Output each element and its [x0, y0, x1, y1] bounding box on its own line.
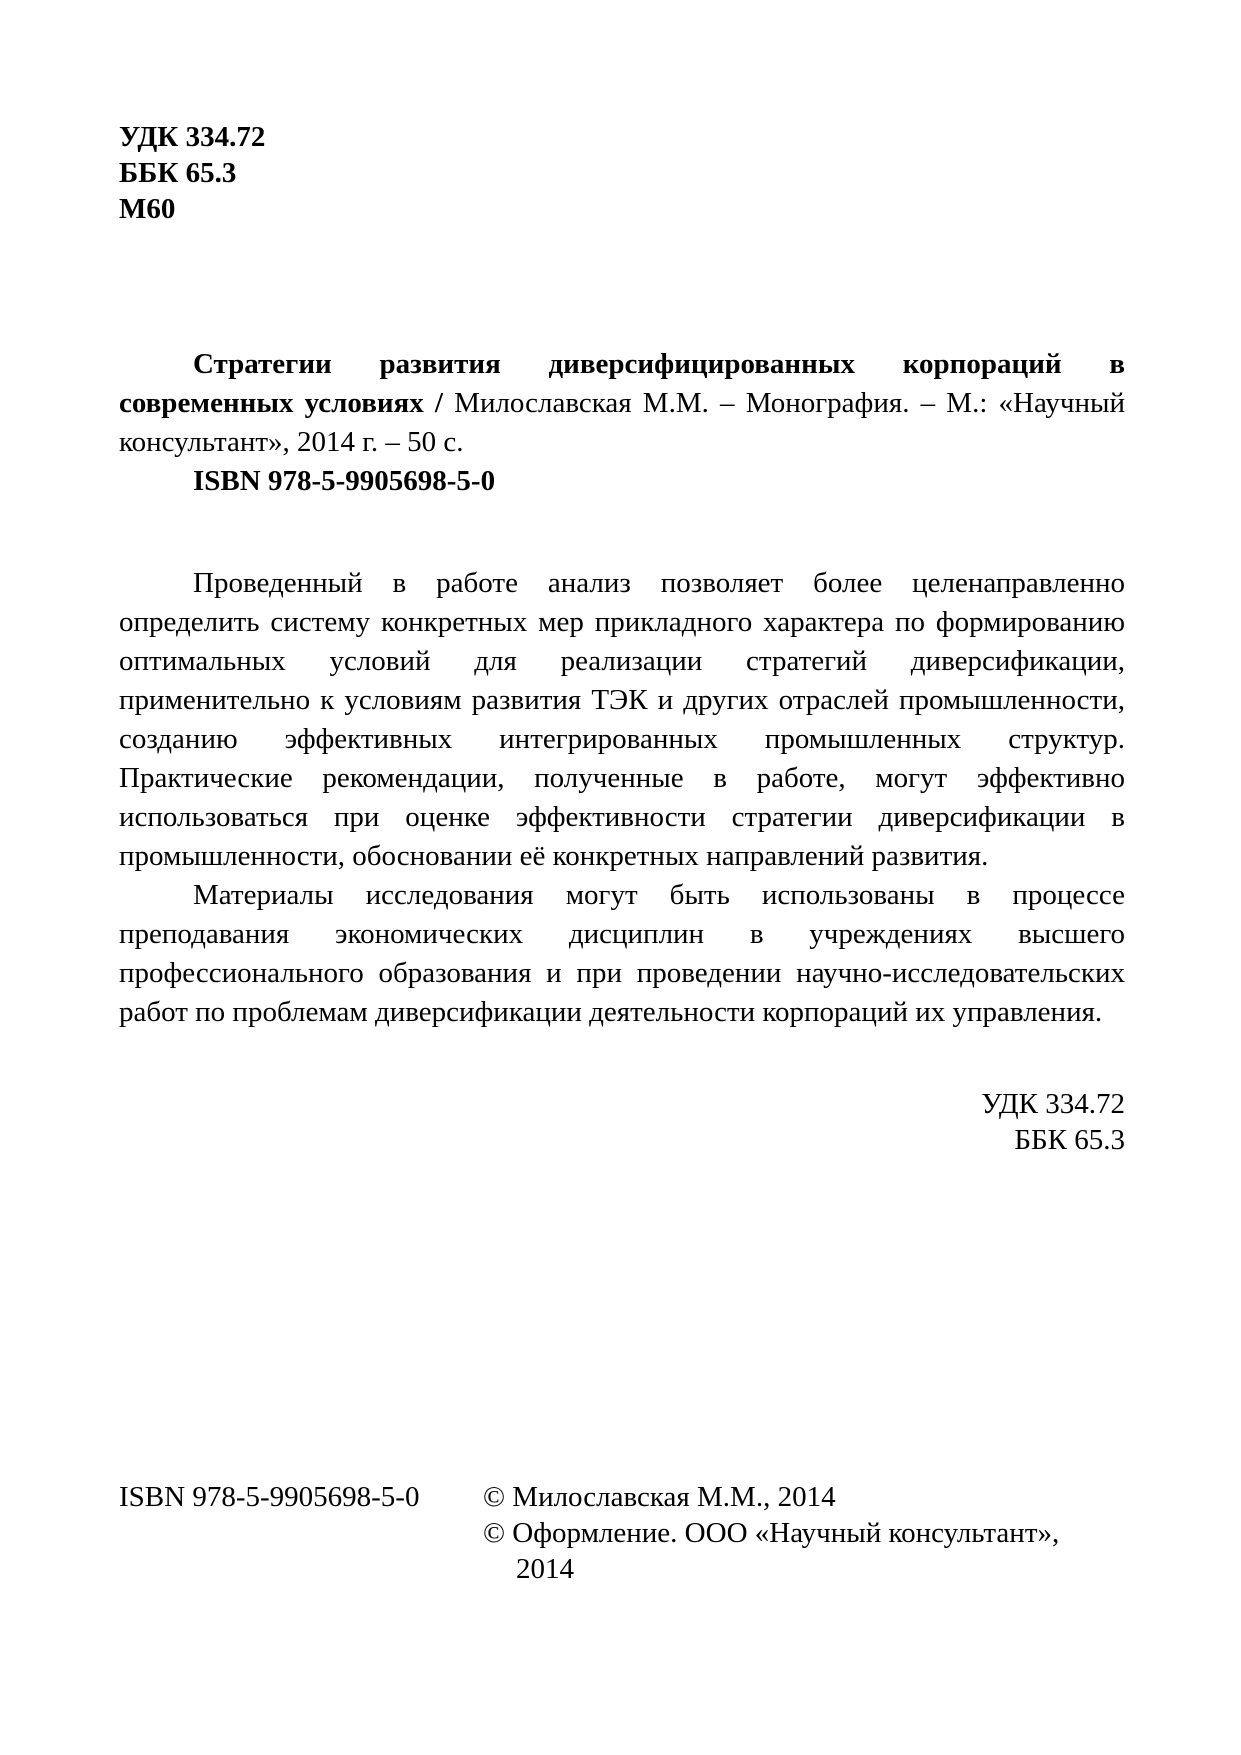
abstract-line: промышленности, обосновании её конкретных направлений развития. [119, 840, 989, 872]
bibliographic-citation [119, 345, 1125, 501]
abstract [119, 564, 1125, 1032]
bbk-code-right: ББК 65.3 [1014, 1124, 1125, 1156]
citation-title-bold: современных условиях / [119, 387, 443, 419]
abstract-line: работ по проблемам диверсификации деятельности корпораций их управления. [119, 996, 1103, 1028]
citation-word: Стратегии [193, 348, 332, 380]
catalog-codes [119, 119, 1125, 227]
citation-title-line2 [119, 384, 1125, 423]
footer-copyrights [483, 1479, 1059, 1587]
abstract-paragraph-1 [119, 564, 1125, 876]
copyright-design: © Оформление. ООО «Научный консультант», [483, 1517, 1060, 1549]
classification-codes [981, 1086, 1125, 1158]
udk-code-right: УДК 334.72 [981, 1088, 1125, 1120]
abstract-line: Практические рекомендации, полученные в работе, могут эффективно [119, 762, 1125, 794]
footer-isbn: ISBN 978-5-9905698-5-0 [119, 1481, 420, 1513]
author-code: М60 [119, 193, 176, 225]
copyright-design-year: 2014 [516, 1553, 574, 1585]
abstract-line: Материалы исследования могут быть использованы в процессе [193, 879, 1125, 911]
udk-code: УДК 334.72 [119, 121, 266, 153]
abstract-line: применительно к условиям развития ТЭК и других отраслей промышленности, [119, 684, 1125, 716]
citation-line3: консультант», 2014 г. – 50 с. [119, 426, 464, 458]
citation-title-line1 [119, 345, 1125, 384]
citation-word: в [1109, 348, 1126, 380]
abstract-line: профессионального образования и при проведении научно-исследовательских [119, 957, 1125, 989]
copyright-author: © Милославская М.М., 2014 [483, 1481, 836, 1513]
abstract-line: использоваться при оценке эффективности стратегии диверсификации в [119, 801, 1125, 833]
citation-word: корпораций [902, 348, 1062, 380]
abstract-line: определить систему конкретных мер прикладного характера по формированию [119, 606, 1125, 638]
abstract-paragraph-2 [119, 876, 1125, 1032]
citation-isbn: ISBN 978-5-9905698-5-0 [193, 465, 496, 497]
abstract-line: созданию эффективных интегрированных промышленных структур. [119, 723, 1125, 755]
citation-title-rest: Милославская М.М. – Монография. – М.: «Научный [442, 387, 1125, 419]
citation-word: развития [379, 348, 501, 380]
abstract-line: оптимальных условий для реализации стратегий диверсификации, [119, 645, 1125, 677]
abstract-line: Проведенный в работе анализ позволяет более целенаправленно [193, 567, 1125, 599]
abstract-line: преподавания экономических дисциплин в учреждениях высшего [119, 918, 1125, 950]
bbk-code: ББК 65.3 [119, 157, 237, 189]
citation-word: диверсифицированных [548, 348, 855, 380]
